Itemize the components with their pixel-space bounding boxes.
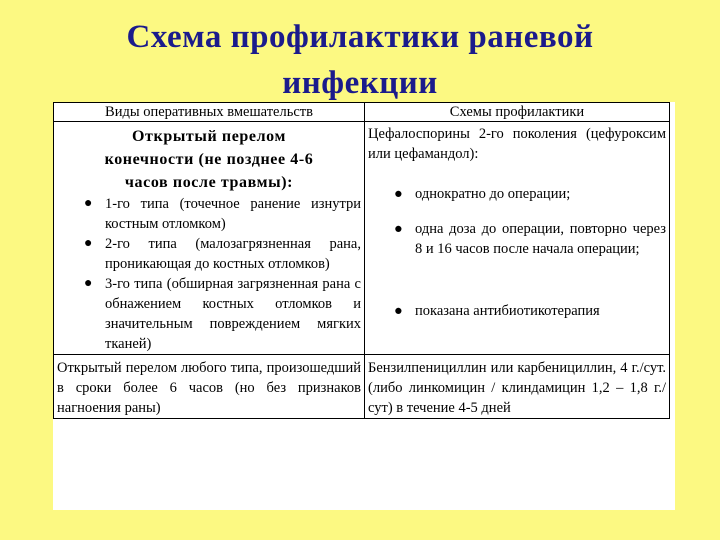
list-item	[368, 301, 666, 321]
heading-line: конечности (не позднее 4-6	[104, 151, 314, 168]
list-item	[368, 184, 666, 204]
table-row-open-fracture	[54, 122, 670, 355]
list-item	[368, 219, 666, 259]
scheme-item-1: однократно до операции;	[415, 186, 571, 202]
bullet-icon: ●	[394, 303, 403, 319]
open-fracture-heading	[57, 122, 361, 194]
fracture-type-2: 2-го типа (малозагрязненная рана, проникающая до костных отломков)	[105, 236, 361, 272]
fracture-type-1: 1-го типа (точечное ранение изнутри костным отломком)	[105, 196, 361, 232]
prophylaxis-table	[53, 102, 670, 419]
fracture-type-list	[57, 194, 361, 354]
list-item	[57, 274, 361, 354]
heading-line: Открытый перелом	[132, 128, 286, 145]
bullet-icon: ●	[84, 196, 93, 211]
list-item	[57, 194, 361, 234]
header-surgery-types: Виды оперативных вмешательств	[54, 103, 365, 122]
scheme-intro: Цефалоспорины 2-го поколения (цефуроксим или цефамандол):	[368, 126, 666, 162]
table-row-late-fracture	[54, 355, 670, 419]
list-item	[57, 234, 361, 274]
bullet-icon: ●	[394, 186, 403, 202]
cell-late-fracture-scheme: Бензилпенициллин или карбенициллин, 4 г./сут. (либо линкомицин / клиндамицин 1,2 – 1,8 г./сут) в течение 4-5 дней	[365, 355, 670, 419]
heading-line: часов после травмы):	[124, 174, 294, 191]
bullet-icon: ●	[394, 221, 403, 237]
cell-open-fracture-types	[54, 122, 365, 355]
slide-title-line-2: инфекции	[282, 65, 438, 101]
header-prophylaxis-schemes: Схемы профилактики	[365, 103, 670, 122]
fracture-type-3: 3-го типа (обширная загрязненная рана с обнажением костных отломков и значительным повреждением мягких тканей)	[105, 276, 361, 352]
scheme-item-2: одна доза до операции, повторно через 8 и 16 часов после начала операции;	[415, 221, 666, 257]
bullet-icon: ●	[84, 276, 93, 291]
slide-title	[0, 14, 720, 106]
prophylaxis-table-panel	[53, 102, 675, 510]
cell-late-fracture-type: Открытый перелом любого типа, произошедший в сроки более 6 часов (но без признаков нагноения раны)	[54, 355, 365, 419]
cell-open-fracture-schemes	[365, 122, 670, 355]
bullet-icon: ●	[84, 236, 93, 251]
scheme-item-3: показана антибиотикотерапия	[415, 303, 600, 319]
table-header-row	[54, 103, 670, 122]
slide-title-line-1: Схема профилактики раневой	[126, 19, 594, 55]
